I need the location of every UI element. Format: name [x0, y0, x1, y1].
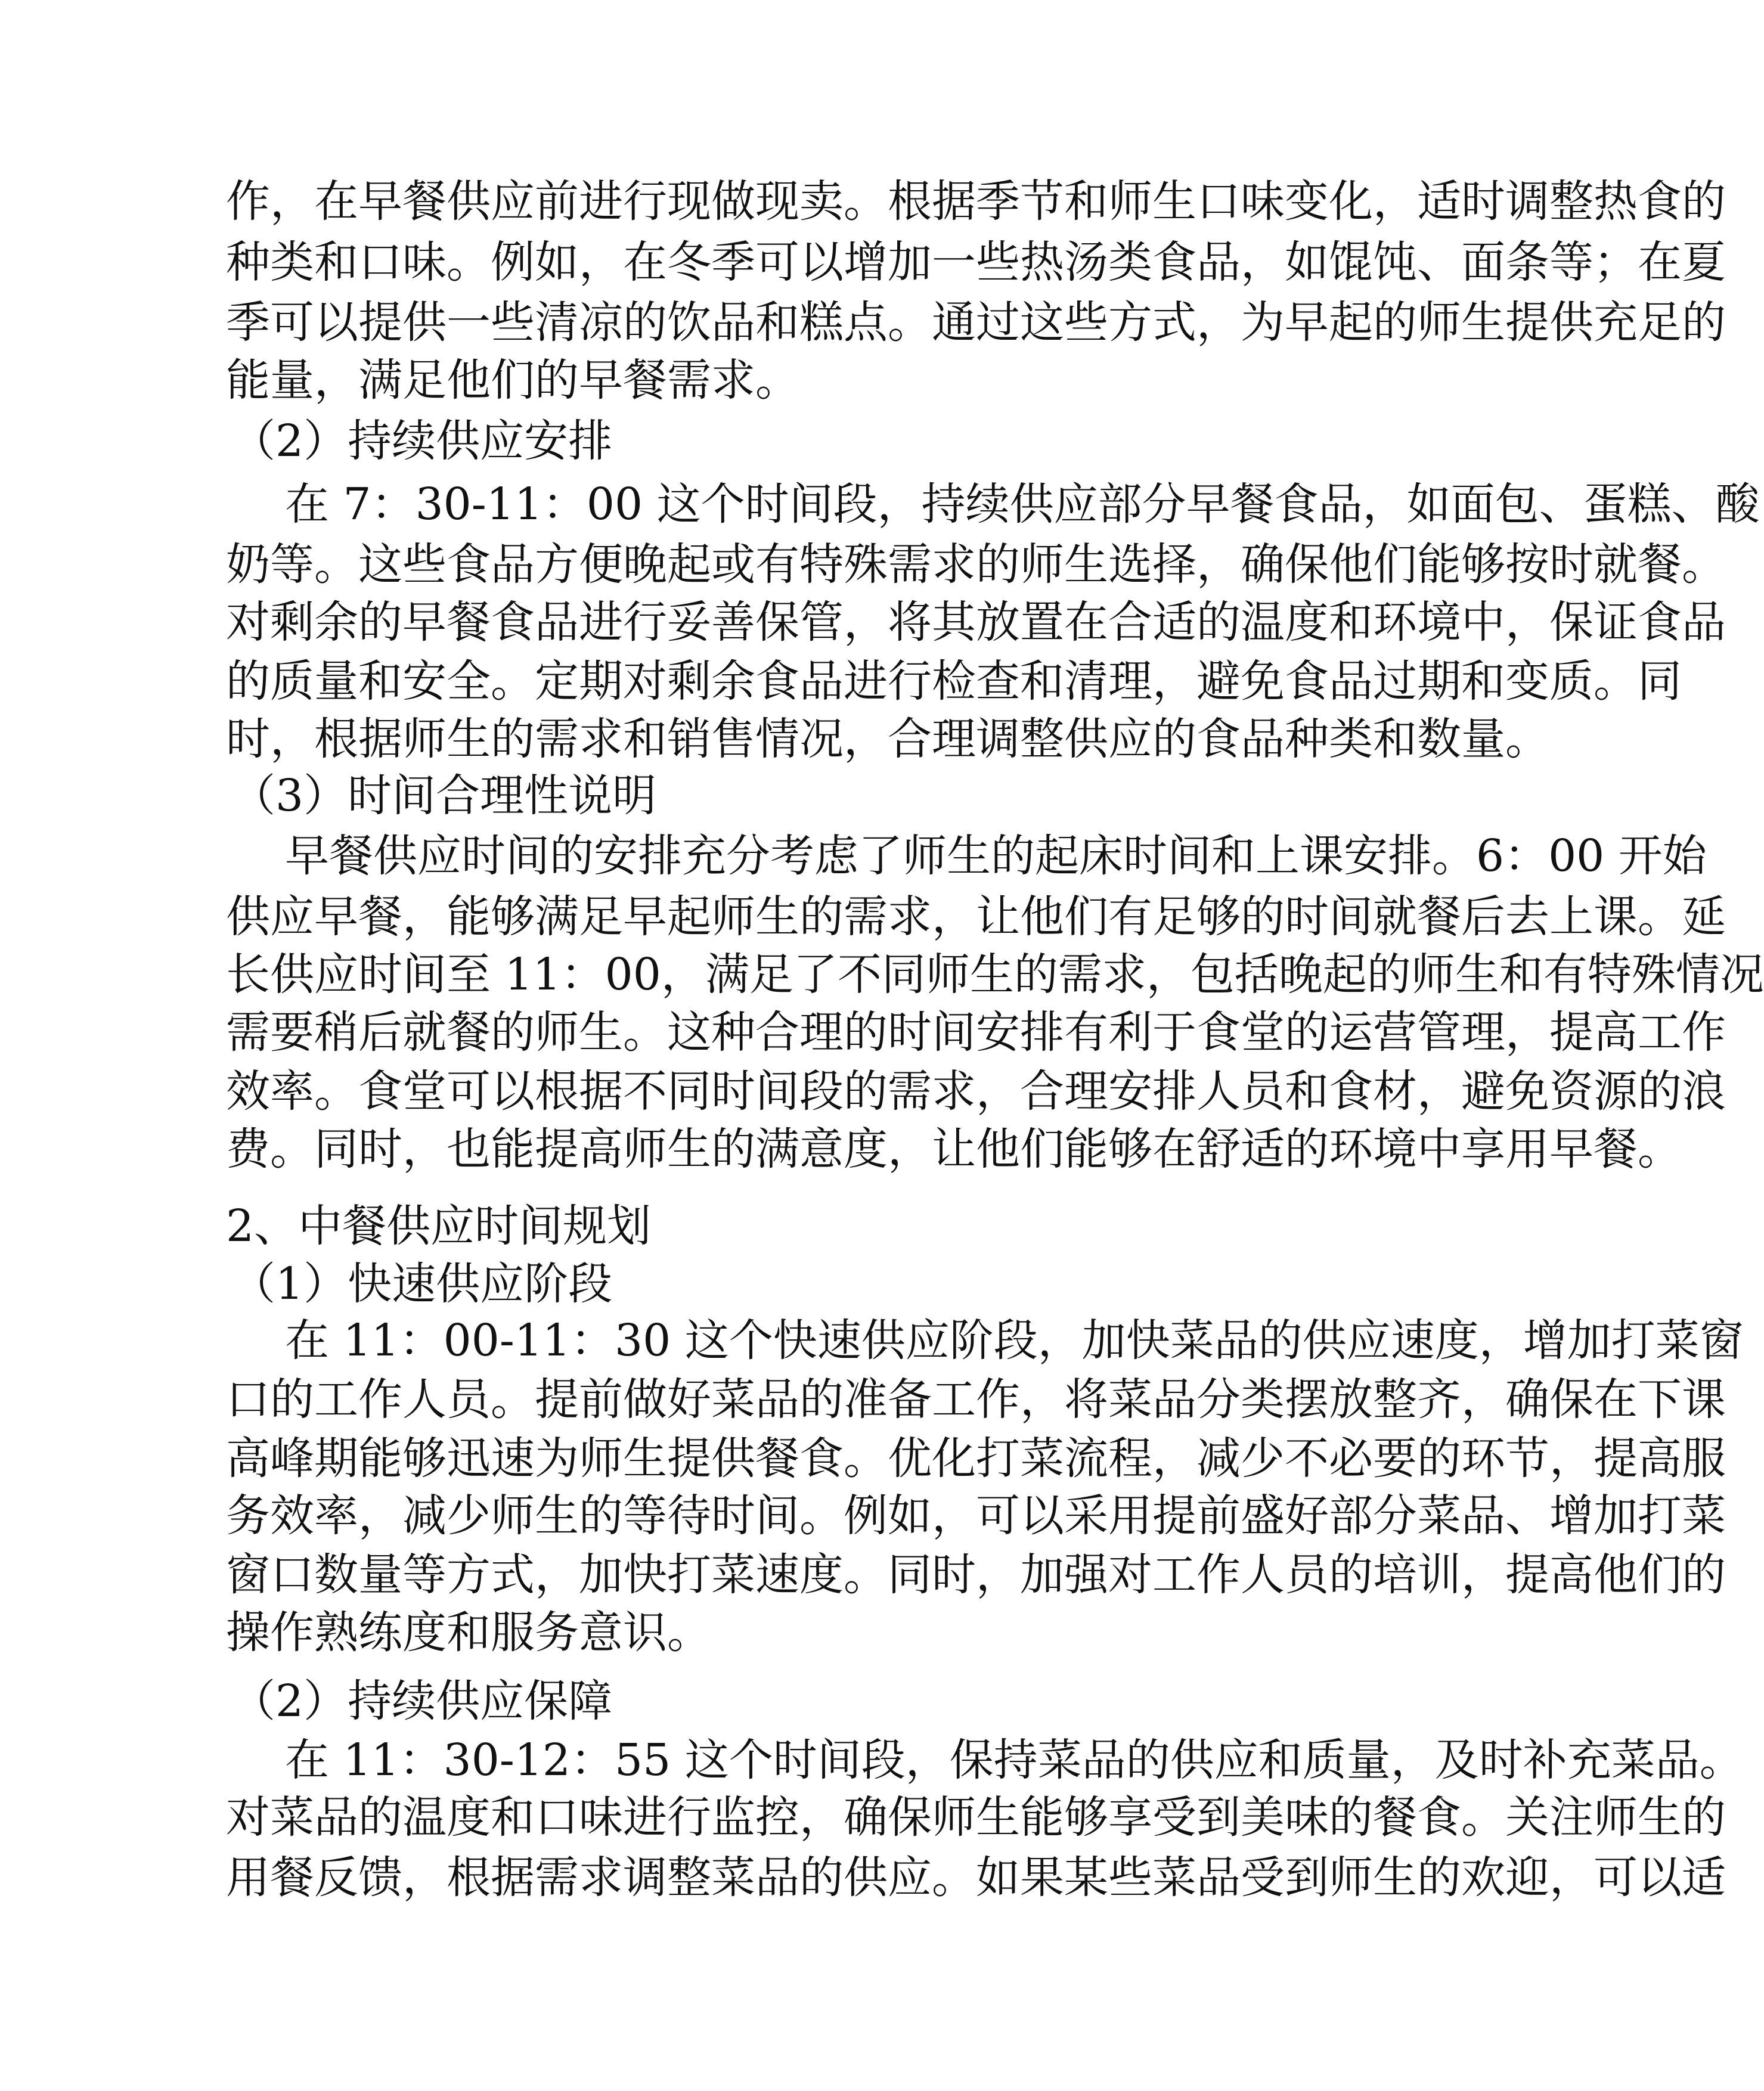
- paragraph-line: 效率。食堂可以根据不同时间段的需求，合理安排人员和食材，避免资源的浪: [226, 1066, 1726, 1117]
- paragraph-line: 对剩余的早餐食品进行妥善保管，将其放置在合适的温度和环境中，保证食品: [226, 597, 1726, 648]
- subsection-heading: （2）持续供应安排: [231, 415, 613, 467]
- paragraph-line: 用餐反馈，根据需求调整菜品的供应。如果某些菜品受到师生的欢迎，可以适: [226, 1852, 1726, 1903]
- paragraph-line: 费。同时，也能提高师生的满意度，让他们能够在舒适的环境中享用早餐。: [226, 1124, 1682, 1175]
- paragraph-line: 季可以提供一些清凉的饮品和糕点。通过这些方式，为早起的师生提供充足的: [226, 297, 1726, 348]
- paragraph-line: 能量，满足他们的早餐需求。: [226, 355, 799, 406]
- subsection-heading: （2）持续供应保障: [231, 1676, 613, 1727]
- paragraph-line: 的质量和安全。定期对剩余食品进行检查和清理，避免食品过期和变质。同: [226, 656, 1682, 707]
- paragraph-line: 需要稍后就餐的师生。这种合理的时间安排有利于食堂的运营管理，提高工作: [226, 1007, 1726, 1058]
- paragraph-line: 供应早餐，能够满足早起师生的需求，让他们有足够的时间就餐后去上课。延: [226, 891, 1726, 942]
- paragraph-line: 对菜品的温度和口味进行监控，确保师生能够享受到美味的餐食。关注师生的: [226, 1792, 1726, 1843]
- paragraph-line: 在 7：30-11：00 这个时间段，持续供应部分早餐食品，如面包、蛋糕、酸: [285, 479, 1760, 530]
- paragraph-line: 种类和口味。例如，在冬季可以增加一些热汤类食品，如馄饨、面条等；在夏: [226, 237, 1726, 288]
- paragraph-line: 高峰期能够迅速为师生提供餐食。优化打菜流程，减少不必要的环节，提高服: [226, 1433, 1726, 1484]
- paragraph-line: 在 11：30-12：55 这个时间段，保持菜品的供应和质量，及时补充菜品。: [285, 1735, 1744, 1786]
- subsection-heading: （3）时间合理性说明: [231, 770, 657, 821]
- paragraph-line: 时，根据师生的需求和销售情况，合理调整供应的食品种类和数量。: [226, 713, 1549, 765]
- paragraph-line: 在 11：00-11：30 这个快速供应阶段，加快菜品的供应速度，增加打菜窗: [285, 1315, 1744, 1366]
- subsection-heading: （1）快速供应阶段: [231, 1258, 613, 1310]
- paragraph-line: 口的工作人员。提前做好菜品的准备工作，将菜品分类摆放整齐，确保在下课: [226, 1374, 1726, 1425]
- paragraph-line: 长供应时间至 11：00，满足了不同师生的需求，包括晚起的师生和有特殊情况: [226, 949, 1764, 1000]
- paragraph-line: 操作熟练度和服务意识。: [226, 1607, 711, 1658]
- paragraph-line: 作，在早餐供应前进行现做现卖。根据季节和师生口味变化，适时调整热食的: [226, 176, 1726, 227]
- paragraph-line: 奶等。这些食品方便晚起或有特殊需求的师生选择，确保他们能够按时就餐。: [226, 539, 1726, 590]
- paragraph-line: 务效率，减少师生的等待时间。例如，可以采用提前盛好部分菜品、增加打菜: [226, 1490, 1726, 1541]
- paragraph-line: 窗口数量等方式，加快打菜速度。同时，加强对工作人员的培训，提高他们的: [226, 1549, 1726, 1600]
- paragraph-line: 早餐供应时间的安排充分考虑了师生的起床时间和上课安排。6：00 开始: [285, 830, 1707, 882]
- section-heading: 2、中餐供应时间规划: [226, 1200, 652, 1252]
